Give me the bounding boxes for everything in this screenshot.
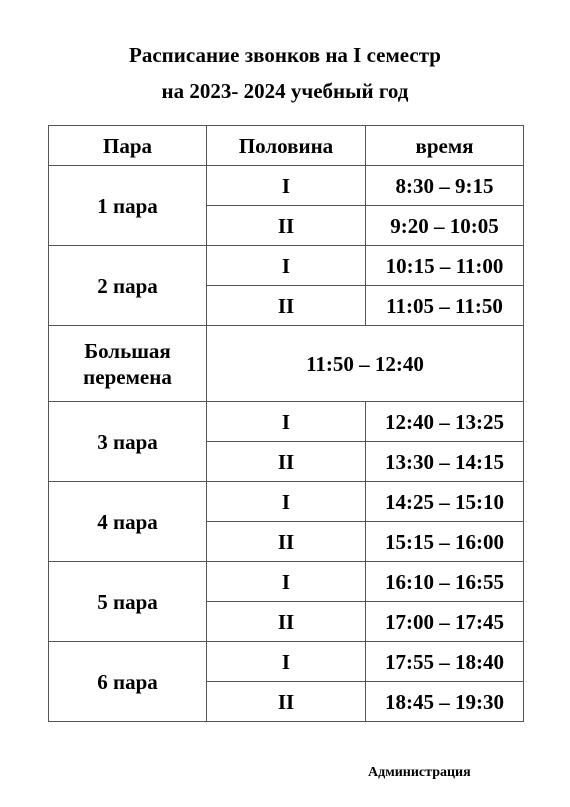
- table-row: [49, 166, 524, 206]
- table-row: [49, 246, 524, 286]
- table-row: [49, 402, 524, 442]
- time-cell: 10:15 – 11:00: [366, 246, 524, 286]
- time-cell: 17:55 – 18:40: [366, 642, 524, 682]
- half-cell: I: [207, 402, 366, 442]
- header-half: Половина: [207, 126, 366, 166]
- pair-name-cell: 5 пара: [49, 562, 207, 642]
- time-cell: 13:30 – 14:15: [366, 442, 524, 482]
- table-row: [49, 642, 524, 682]
- pair-name-cell: 1 пара: [49, 166, 207, 246]
- bell-schedule-table: [48, 125, 524, 722]
- time-cell: 12:40 – 13:25: [366, 402, 524, 442]
- time-cell: 17:00 – 17:45: [366, 602, 524, 642]
- half-cell: II: [207, 682, 366, 722]
- time-cell: 18:45 – 19:30: [366, 682, 524, 722]
- half-cell: II: [207, 522, 366, 562]
- time-cell: 11:05 – 11:50: [366, 286, 524, 326]
- pair-name-cell: 3 пара: [49, 402, 207, 482]
- half-cell: II: [207, 206, 366, 246]
- half-cell: I: [207, 246, 366, 286]
- half-cell: II: [207, 602, 366, 642]
- time-cell: 15:15 – 16:00: [366, 522, 524, 562]
- big-break-label: [49, 326, 207, 402]
- table-header-row: [49, 126, 524, 166]
- header-pair: Пара: [49, 126, 207, 166]
- header-time: время: [366, 126, 524, 166]
- big-break-row: [49, 326, 524, 402]
- schedule-subtitle: на 2023- 2024 учебный год: [161, 79, 409, 103]
- schedule-title: Расписание звонков на I семестр: [129, 43, 441, 67]
- big-break-label-line2: перемена: [83, 364, 172, 389]
- half-cell: I: [207, 642, 366, 682]
- half-cell: II: [207, 286, 366, 326]
- half-cell: II: [207, 442, 366, 482]
- time-cell: 8:30 – 9:15: [366, 166, 524, 206]
- half-cell: I: [207, 166, 366, 206]
- big-break-time: 11:50 – 12:40: [207, 326, 524, 402]
- pair-name-cell: 6 пара: [49, 642, 207, 722]
- half-cell: I: [207, 562, 366, 602]
- big-break-label-line1: Большая: [84, 338, 171, 363]
- time-cell: 9:20 – 10:05: [366, 206, 524, 246]
- pair-name-cell: 2 пара: [49, 246, 207, 326]
- administration-signature: Администрация: [368, 765, 471, 780]
- pair-name-cell: 4 пара: [49, 482, 207, 562]
- time-cell: 16:10 – 16:55: [366, 562, 524, 602]
- table-row: [49, 482, 524, 522]
- table-row: [49, 562, 524, 602]
- time-cell: 14:25 – 15:10: [366, 482, 524, 522]
- half-cell: I: [207, 482, 366, 522]
